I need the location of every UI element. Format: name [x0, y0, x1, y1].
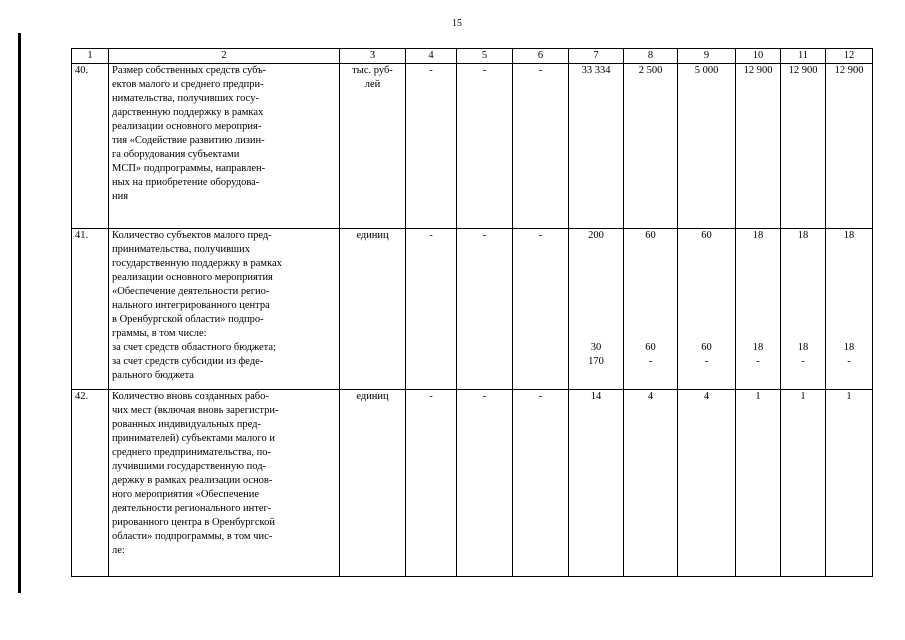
row-description: Количество вновь созданных рабо- чих мест (включая вновь зарегистри- рованных индивидуальных пред- принимателей) субъектами малого и среднего предпринимательства, по- лучившими государственную под- держку в рамках реализации основ- ного мероприятия «Обеспечение деятельности регионального интег- рированного центра в Оренбургской области» подпрограммы, в том чис- ле:: [109, 390, 340, 577]
row-description: Количество субъектов малого пред- принимательства, получивших государственную поддержку в рамках реализации основного мероприятия «Обеспечение деятельности регио- нального интегрированного центра в Оренбургской области» подпро- граммы, в том числе: за счет средств областного бюджета; за счет средств субсидии из феде- рального бюджета: [109, 229, 340, 390]
row-unit: тыс. руб- лей: [340, 64, 406, 229]
cell-col11: 1: [781, 390, 826, 577]
cell-col5: -: [457, 390, 513, 577]
cell-col4: -: [406, 390, 457, 577]
row-number: 41.: [72, 229, 109, 390]
cell-col7: 200 30 170: [569, 229, 624, 390]
column-number-row: [72, 49, 873, 64]
row-number: 42.: [72, 390, 109, 577]
col-header: 8: [624, 49, 678, 64]
cell-col5: -: [457, 64, 513, 229]
cell-col10: 18 18 -: [736, 229, 781, 390]
cell-col8: 60 60 -: [624, 229, 678, 390]
cell-col10: 1: [736, 390, 781, 577]
row-description: Размер собственных средств субъ- ектов малого и среднего предпри- нимательства, получивших госу- дарственную поддержку в рамках реализации основного мероприя- тия «Содействие развитию лизин- га оборудования субъектами МСП» подпрограммы, направлен- ных на приобретение оборудова- ния: [109, 64, 340, 229]
col-header: 2: [109, 49, 340, 64]
col-header: 4: [406, 49, 457, 64]
cell-col4: -: [406, 229, 457, 390]
cell-col8: 2 500: [624, 64, 678, 229]
table-row: [72, 64, 873, 229]
cell-col6: -: [513, 390, 569, 577]
cell-col12: 18 18 -: [826, 229, 873, 390]
cell-col9: 60 60 -: [678, 229, 736, 390]
table-row: [72, 229, 873, 390]
cell-col7: 14: [569, 390, 624, 577]
col-header: 5: [457, 49, 513, 64]
row-number: 40.: [72, 64, 109, 229]
cell-col9: 4: [678, 390, 736, 577]
col-header: 1: [72, 49, 109, 64]
col-header: 7: [569, 49, 624, 64]
cell-col6: -: [513, 64, 569, 229]
cell-col12: 1: [826, 390, 873, 577]
col-header: 10: [736, 49, 781, 64]
row-unit: единиц: [340, 390, 406, 577]
cell-col4: -: [406, 64, 457, 229]
cell-col7: 33 334: [569, 64, 624, 229]
col-header: 9: [678, 49, 736, 64]
row-unit: единиц: [340, 229, 406, 390]
col-header: 3: [340, 49, 406, 64]
cell-col11: 18 18 -: [781, 229, 826, 390]
cell-col8: 4: [624, 390, 678, 577]
cell-col6: -: [513, 229, 569, 390]
cell-col5: -: [457, 229, 513, 390]
cell-col12: 12 900: [826, 64, 873, 229]
cell-col9: 5 000: [678, 64, 736, 229]
table-row: [72, 390, 873, 577]
col-header: 11: [781, 49, 826, 64]
indicators-table: [71, 48, 873, 577]
col-header: 12: [826, 49, 873, 64]
page-number: 15: [452, 18, 462, 29]
cell-col10: 12 900: [736, 64, 781, 229]
cell-col11: 12 900: [781, 64, 826, 229]
col-header: 6: [513, 49, 569, 64]
page-edge-bar: [18, 33, 21, 593]
